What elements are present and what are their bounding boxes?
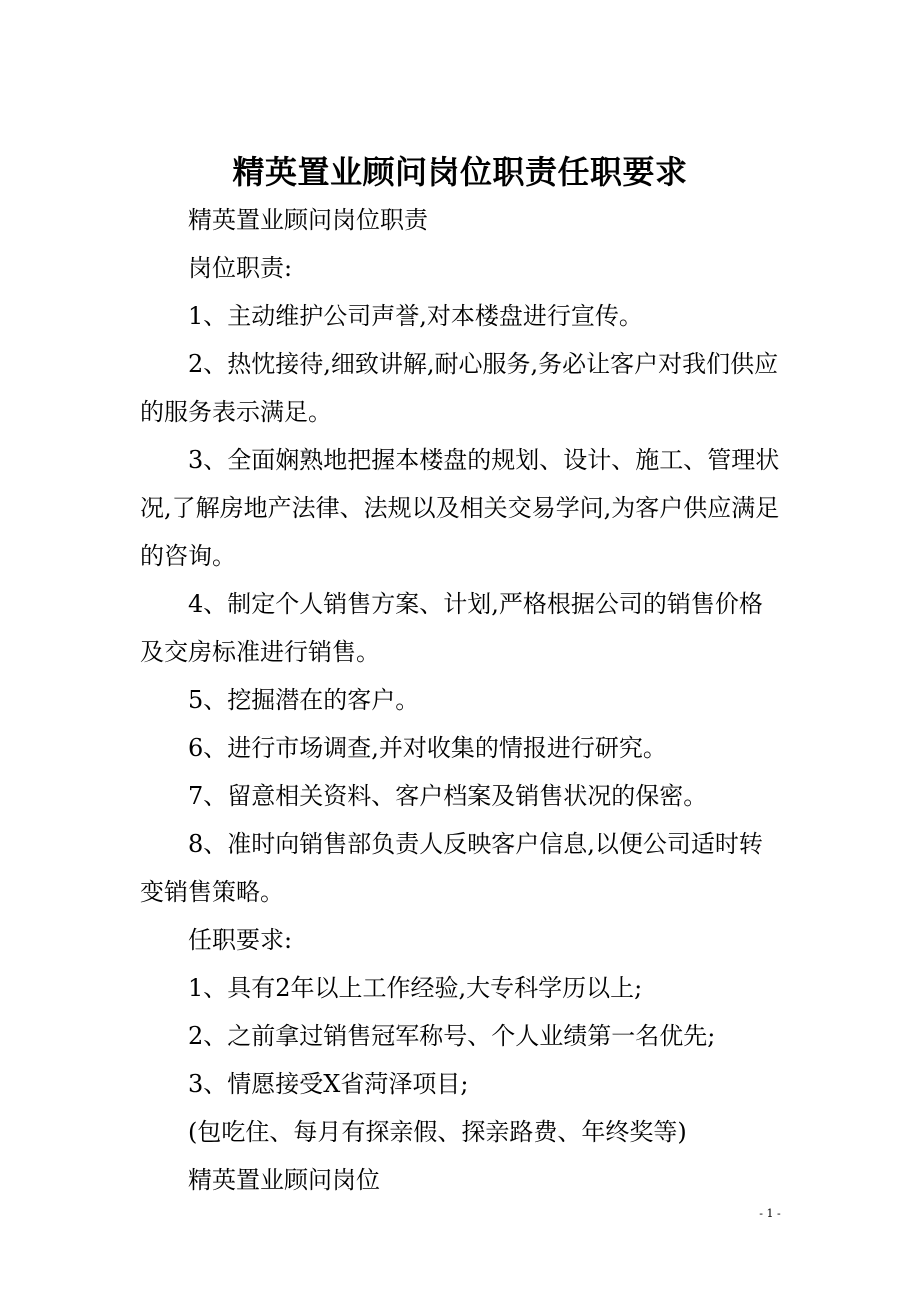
paragraph-duty-2: 2、热忱接待,细致讲解,耐心服务,务必让客户对我们供应的服务表示满足。 — [140, 350, 779, 426]
paragraph-requirement-3: 3、情愿接受X省菏泽项目; — [188, 1070, 469, 1098]
paragraph-requirement-2: 2、之前拿过销售冠军称号、个人业绩第一名优先; — [188, 1022, 716, 1050]
paragraph-benefits: (包吃住、每月有探亲假、探亲路费、年终奖等) — [188, 1118, 687, 1146]
page-number: - 1 - — [759, 1207, 781, 1220]
paragraph-duty-6: 6、进行市场调查,并对收集的情报进行研究。 — [188, 734, 667, 762]
paragraph-duty-5: 5、挖掘潜在的客户。 — [188, 686, 420, 714]
paragraph-closing-heading: 精英置业顾问岗位 — [188, 1166, 380, 1194]
paragraph-duty-3: 3、全面娴熟地把握本楼盘的规划、设计、施工、管理状况,了解房地产法律、法规以及相关交易学问,为客户供应满足的咨询。 — [140, 446, 780, 570]
paragraph-duties-heading: 岗位职责: — [188, 254, 293, 282]
paragraph-section-heading: 精英置业顾问岗位职责 — [188, 206, 428, 234]
paragraph-duty-7: 7、留意相关资料、客户档案及销售状况的保密。 — [188, 782, 708, 810]
paragraph-requirements-heading: 任职要求: — [188, 926, 293, 954]
paragraph-duty-8: 8、准时向销售部负责人反映客户信息,以便公司适时转变销售策略。 — [140, 830, 763, 906]
document-body — [140, 196, 780, 1204]
paragraph-requirement-1: 1、具有2年以上工作经验,大专科学历以上; — [188, 974, 643, 1002]
paragraph-duty-1: 1、主动维护公司声誉,对本楼盘进行宣传。 — [188, 302, 643, 330]
paragraph-duty-4: 4、制定个人销售方案、计划,严格根据公司的销售价格及交房标准进行销售。 — [140, 590, 763, 666]
document-title: 精英置业顾问岗位职责任职要求 — [232, 153, 688, 192]
